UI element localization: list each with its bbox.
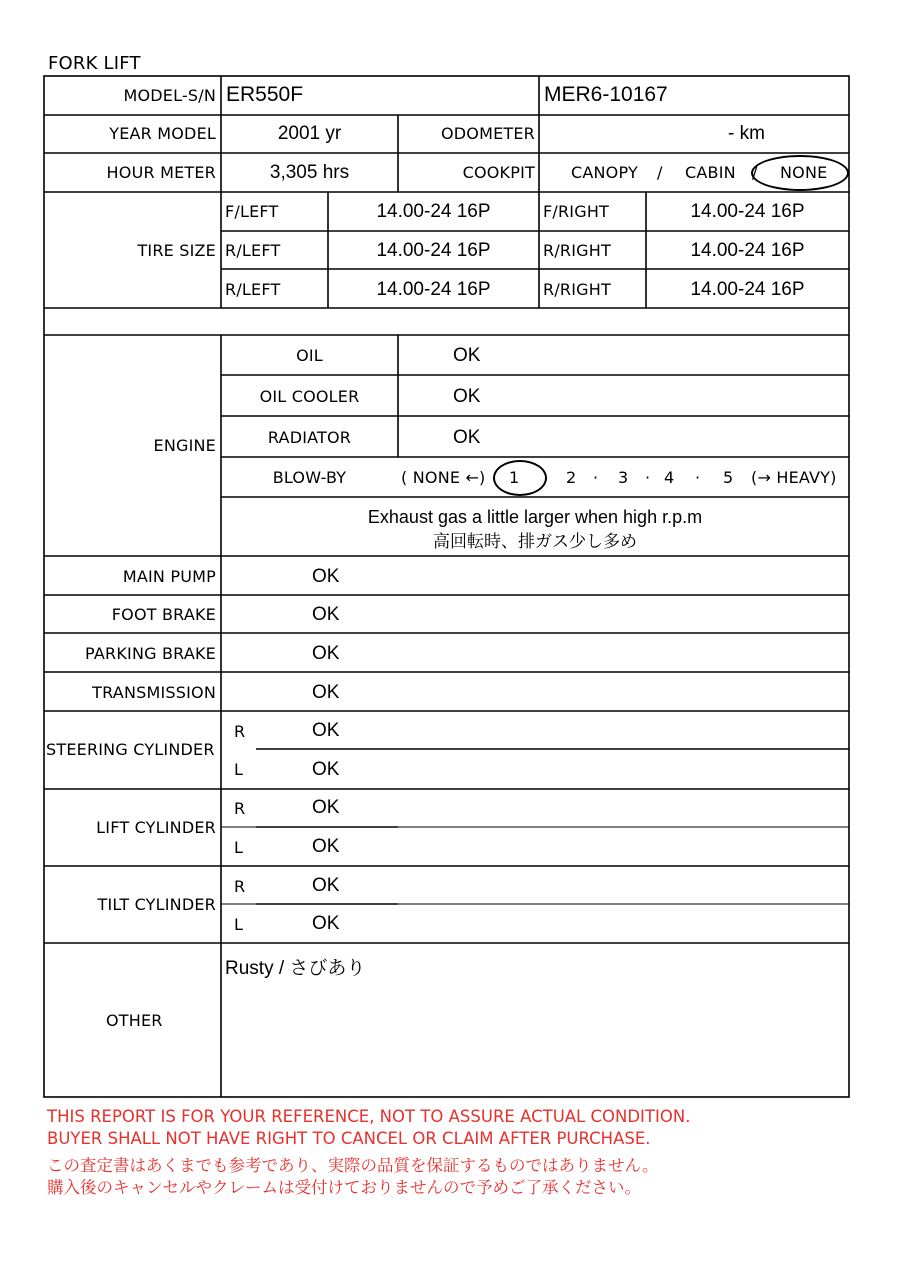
tire-size-value: 14.00-24 16P [690, 240, 805, 261]
engine-note-english: Exhaust gas a little larger when high r.p.m [367, 507, 703, 527]
cookpit-option-none: NONE [780, 163, 828, 182]
tire-position-label: R/LEFT [225, 241, 281, 260]
cookpit-label: COOKPIT [462, 163, 535, 182]
year-model-value: 2001 yr [277, 123, 342, 144]
blowby-level: 3 [618, 468, 629, 487]
cylinder-side-value: OK [312, 797, 340, 818]
engine-item-label: OIL [296, 346, 323, 365]
tire-size-value: 14.00-24 16P [376, 240, 491, 261]
cookpit-separator: / [657, 163, 663, 182]
blowby-level: 1 [509, 468, 520, 487]
other-value: Rusty / さびあり [225, 958, 366, 979]
model-value: ER550F [226, 83, 304, 106]
tire-size-value: 14.00-24 16P [376, 279, 491, 300]
check-label: PARKING BRAKE [85, 644, 216, 663]
blowby-dot: · [695, 468, 701, 487]
blowby-scale-start: ( NONE ←) [401, 468, 486, 487]
cylinder-side-value: OK [312, 875, 340, 896]
odometer-value: - km [728, 123, 765, 144]
engine-note-japanese: 高回転時、排ガス少し多め [433, 532, 637, 551]
check-value: OK [312, 643, 340, 664]
tire-size-label: TIRE SIZE [137, 241, 216, 260]
cylinder-side-value: OK [312, 836, 340, 857]
disclaimer-line: この査定書はあくまでも参考であり、実際の品質を保証するものではありません。 [47, 1156, 659, 1175]
blowby-level: 2 [566, 468, 577, 487]
cylinder-side-label: L [234, 760, 244, 779]
disclaimer-line: THIS REPORT IS FOR YOUR REFERENCE, NOT TO ASSURE ACTUAL CONDITION. [47, 1107, 691, 1126]
cylinder-label: TILT CYLINDER [97, 895, 216, 914]
tire-position-label: F/RIGHT [543, 202, 610, 221]
blowby-label: BLOW-BY [272, 468, 347, 487]
cylinder-label: STEERING CYLINDER [46, 740, 215, 759]
blowby-dot: · [645, 468, 651, 487]
cookpit-option-cabin: CABIN [685, 163, 736, 182]
hour-meter-label: HOUR METER [106, 163, 216, 182]
cylinder-side-value: OK [312, 913, 340, 934]
other-label: OTHER [106, 1011, 163, 1030]
page-title: FORK LIFT [48, 53, 141, 74]
blowby-scale-end: (→ HEAVY) [751, 468, 837, 487]
cylinder-side-label: R [234, 799, 246, 818]
serial-value: MER6-10167 [544, 83, 668, 106]
cylinder-side-value: OK [312, 759, 340, 780]
blowby-selection-circle [493, 460, 547, 496]
check-value: OK [312, 566, 340, 587]
engine-item-label: OIL COOLER [259, 387, 360, 406]
tire-position-label: R/RIGHT [543, 280, 611, 299]
check-label: FOOT BRAKE [111, 605, 216, 624]
cylinder-side-label: L [234, 838, 244, 857]
hour-meter-value: 3,305 hrs [269, 162, 350, 183]
disclaimer-line: 購入後のキャンセルやクレームは受付けておりませんので予めご了承ください。 [47, 1178, 641, 1197]
model-sn-label: MODEL-S/N [123, 86, 216, 105]
cookpit-selection-circle [751, 155, 849, 191]
tire-position-label: R/RIGHT [543, 241, 611, 260]
check-value: OK [312, 604, 340, 625]
cylinder-label: LIFT CYLINDER [96, 818, 216, 837]
cylinder-side-value: OK [312, 720, 340, 741]
engine-item-label: RADIATOR [267, 428, 352, 447]
blowby-level: 5 [723, 468, 734, 487]
engine-item-value: OK [453, 427, 481, 448]
tire-position-label: F/LEFT [225, 202, 279, 221]
disclaimer-line: BUYER SHALL NOT HAVE RIGHT TO CANCEL OR CLAIM AFTER PURCHASE. [47, 1129, 651, 1148]
cylinder-side-label: R [234, 877, 246, 896]
check-label: MAIN PUMP [122, 567, 216, 586]
year-model-label: YEAR MODEL [109, 124, 216, 143]
engine-item-value: OK [453, 386, 481, 407]
tire-size-value: 14.00-24 16P [690, 279, 805, 300]
check-label: TRANSMISSION [92, 683, 216, 702]
blowby-dot: · [593, 468, 599, 487]
tire-size-value: 14.00-24 16P [690, 201, 805, 222]
odometer-label: ODOMETER [440, 124, 535, 143]
tire-size-value: 14.00-24 16P [376, 201, 491, 222]
cylinder-side-label: R [234, 722, 246, 741]
tire-position-label: R/LEFT [225, 280, 281, 299]
blowby-level: 4 [664, 468, 675, 487]
engine-item-value: OK [453, 345, 481, 366]
cylinder-side-label: L [234, 915, 244, 934]
cookpit-separator: / [752, 163, 758, 182]
cookpit-option-canopy: CANOPY [571, 163, 638, 182]
check-value: OK [312, 682, 340, 703]
engine-label: ENGINE [153, 436, 216, 455]
